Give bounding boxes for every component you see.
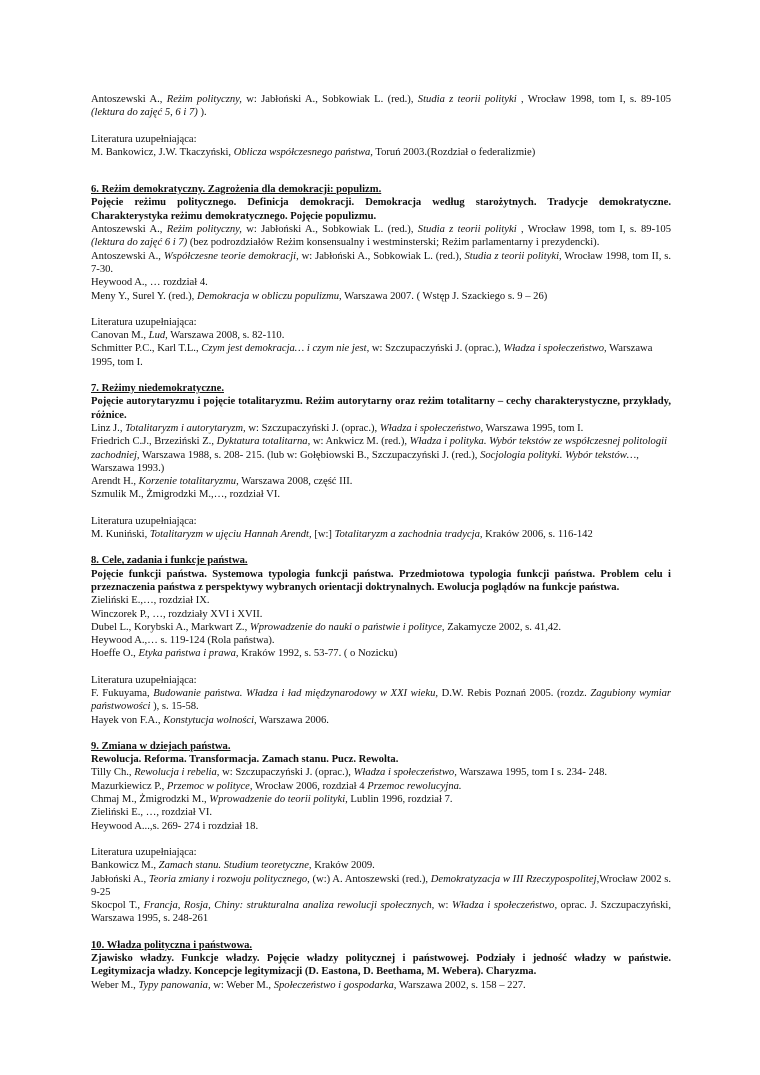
reading-entry: Chmaj M., Żmigrodzki M., Wprowadzenie do teorii polityki, Lublin 1996, rozdział 7. — [91, 794, 453, 806]
reading-entry: Antoszewski A., Reżim polityczny, w: Jabłoński A., Sobkowiak L. (red.), Studia z teorii polityki , Wrocław 1998, tom I, s. 89-105 (lektura do zajęć 5, 6 i 7) ). — [91, 94, 672, 119]
supplementary-label: Literatura uzupełniająca: — [91, 515, 197, 527]
section-heading-7: 7. Reżimy niedemokratyczne. — [91, 383, 224, 395]
reading-entry: Zieliński E., …, rozdział VI. — [91, 807, 213, 819]
reading-entry: Dubel L., Korybski A., Markwart Z., Wprowadzenie do nauki o państwie i polityce, Zakamycze 2002, s. 41,42. — [91, 621, 562, 633]
section-topics: Pojęcie autorytaryzmu i pojęcie totalitaryzmu. Reżim autorytarny oraz reżim totalitarny – cechy charakterystyczne, przykłady, różnice. — [91, 396, 671, 421]
reading-entry: Szmulik M., Żmigrodzki M.,…, rozdział VI. — [91, 489, 280, 501]
reading-entry: Mazurkiewicz P., Przemoc w polityce, Wrocław 2006, rozdział 4 Przemoc rewolucyjna. — [91, 780, 462, 792]
reading-entry: Tilly Ch., Rewolucja i rebelia, w: Szczupaczyński J. (oprac.), Władza i społeczeństwo, Warszawa 1995, tom I s. 234- 248. — [91, 767, 608, 779]
reading-entry: Friedrich C.J., Brzeziński Z., Dyktatura totalitarna, w: Ankwicz M. (red.), Władza i polityka. Wybór tekstów ze współczesnej politologii zachodniej, Warszawa 1988, s. 208- 215. (lub w: Gołębiowski B., Szczupaczyński J. (red.), Socjologia polityki. Wybór tekstów…, Warszawa 1993.) — [91, 436, 668, 474]
reading-entry: Heywood A...,s. 269- 274 i rozdział 18. — [91, 820, 259, 832]
section-heading-8: 8. Cele, zadania i funkcje państwa. — [91, 555, 248, 567]
reading-entry: Hayek von F.A., Konstytucja wolności, Warszawa 2006. — [91, 714, 329, 726]
section-heading-6: 6. Reżim demokratyczny. Zagrożenia dla demokracji: populizm. — [91, 184, 382, 196]
reading-entry: Bankowicz M., Zamach stanu. Studium teoretyczne, Kraków 2009. — [91, 860, 375, 872]
supplementary-label: Literatura uzupełniająca: — [91, 133, 197, 145]
page-content — [91, 93, 671, 992]
reading-entry: Heywood A.,… s. 119-124 (Rola państwa). — [91, 635, 275, 647]
supplementary-label: Literatura uzupełniająca: — [91, 674, 197, 686]
reading-entry: Weber M., Typy panowania, w: Weber M., Społeczeństwo i gospodarka, Warszawa 2002, s. 158 – 227. — [91, 979, 526, 991]
reading-entry: Skocpol T., Francja, Rosja, Chiny: strukturalna analiza rewolucji społecznych, w: Władza i społeczeństwo, oprac. J. Szczupaczyński, Warszawa 1995, s. 248-261 — [91, 900, 671, 925]
reading-entry: Jabłoński A., Teoria zmiany i rozwoju politycznego, (w:) A. Antoszewski (red.), Demokratyzacja w III Rzeczypospolitej,Wrocław 2002 s. 9-25 — [91, 873, 672, 898]
section-topics: Zjawisko władzy. Funkcje władzy. Pojęcie władzy politycznej i państwowej. Podziały i jedność władzy w państwie. Legitymizacja władzy. Koncepcje legitymizacji (D. Eastona, D. Beethama, M. Webera). Charyzma. — [91, 953, 671, 978]
supplementary-label: Literatura uzupełniająca: — [91, 316, 197, 328]
reading-entry: Canovan M., Lud, Warszawa 2008, s. 82-110. — [91, 330, 285, 342]
reading-entry: Hoeffe O., Etyka państwa i prawa, Kraków 1992, s. 53-77. ( o Nozicku) — [91, 648, 398, 660]
reading-entry: Antoszewski A., Współczesne teorie demokracji, w: Jabłoński A., Sobkowiak L. (red.), Studia z teorii polityki, Wrocław 1998, tom II, s. 7-30. — [91, 250, 672, 275]
reading-entry: M. Bankowicz, J.W. Tkaczyński, Oblicza współczesnego państwa, Toruń 2003.(Rozdział o federalizmie) — [91, 146, 536, 158]
reading-entry: M. Kuniński, Totalitaryzm w ujęciu Hannah Arendt, [w:] Totalitaryzm a zachodnia tradycja, Kraków 2006, s. 116-142 — [91, 529, 593, 541]
reading-entry: Linz J., Totalitaryzm i autorytaryzm, w: Szczupaczyński J. (oprac.), Władza i społeczeństwo, Warszawa 1995, tom I. — [91, 422, 584, 434]
section-heading-10: 10. Władza polityczna i państwowa. — [91, 939, 253, 951]
reading-entry: F. Fukuyama, Budowanie państwa. Władza i ład międzynarodowy w XXI wieku, D.W. Rebis Poznań 2005. (rozdz. Zagubiony wymiar państwowości ), s. 15-58. — [91, 687, 671, 713]
reading-entry: Zieliński E.,…, rozdział IX. — [91, 595, 210, 607]
section-topics: Pojęcie reżimu politycznego. Definicja demokracji. Demokracja według starożytnych. Tradycje demokratyczne. Charakterystyka reżimu demokratycznego. Pojęcie populizmu. — [91, 197, 671, 222]
reading-entry: Arendt H., Korzenie totalitaryzmu, Warszawa 2008, część III. — [91, 476, 353, 488]
supplementary-label: Literatura uzupełniająca: — [91, 846, 197, 858]
reading-entry: Heywood A., … rozdział 4. — [91, 277, 208, 289]
reading-entry: Meny Y., Surel Y. (red.), Demokracja w obliczu populizmu, Warszawa 2007. ( Wstęp J. Szackiego s. 9 – 26) — [91, 290, 548, 302]
section-topics: Rewolucja. Reforma. Transformacja. Zamach stanu. Pucz. Rewolta. — [91, 754, 399, 766]
reading-entry: Antoszewski A., Reżim polityczny, w: Jabłoński A., Sobkowiak L. (red.), Studia z teorii polityki , Wrocław 1998, tom I, s. 89-105 (lektura do zajęć 6 i 7) (bez podrozdziałów Reżim konsensualny i westminsterski; Reżim parlamentarny i prezydencki). — [91, 224, 672, 249]
section-topics: Pojęcie funkcji państwa. Systemowa typologia funkcji państwa. Przedmiotowa typologia funkcji państwa. Problem celu i przeznaczenia państwa z perspektywy wybranych orientacji doktrynalnych. Ewolucja poglądów na funkcje państwa. — [91, 568, 671, 593]
reading-entry: Winczorek P., …, rozdziały XVI i XVII. — [91, 608, 263, 620]
reading-entry: Schmitter P.C., Karl T.L., Czym jest demokracja… i czym nie jest, w: Szczupaczyński J. (oprac.), Władza i społeczeństwo, Warszawa 1995, tom I. — [91, 343, 653, 368]
section-heading-9: 9. Zmiana w dziejach państwa. — [91, 740, 231, 752]
